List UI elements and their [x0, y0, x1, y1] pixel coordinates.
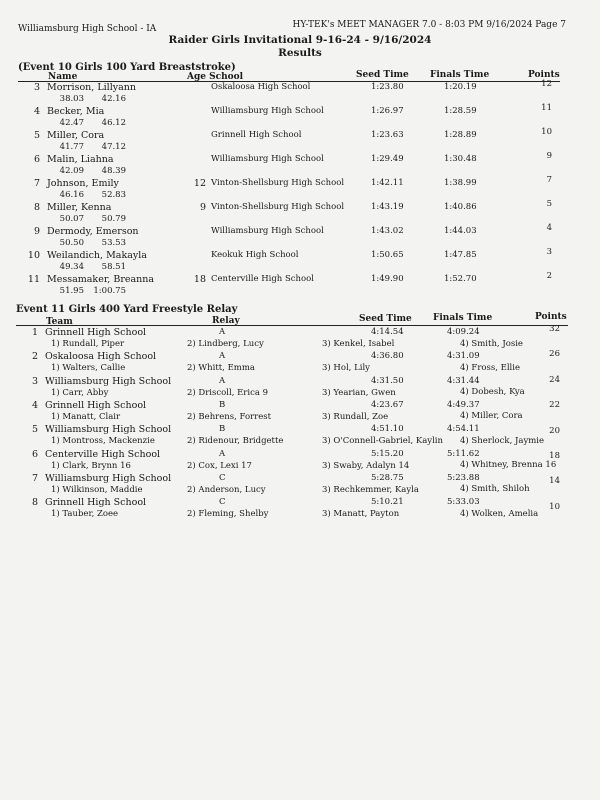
school: Vinton-Shellsburg High School	[211, 202, 345, 212]
place: 3	[31, 375, 38, 387]
school: Williamsburg High School	[211, 154, 324, 164]
swimmer-4: 4) Wolken, Amelia	[460, 508, 539, 519]
relay-letter: A	[219, 327, 226, 337]
team-name: Williamsburg High School	[45, 424, 172, 436]
swimmer-3: 3) Manatt, Payton	[322, 509, 400, 520]
seed-time: 1:29.49	[371, 154, 404, 164]
team-name: Grinnell High School	[45, 399, 147, 411]
swimmer-name: Weilandich, Makayla	[47, 250, 147, 261]
split-1: 49.34	[59, 262, 84, 272]
event11-header-rule	[16, 325, 568, 326]
split-2: 53.53	[101, 238, 126, 248]
place: 4	[31, 399, 38, 411]
swimmer-3: 3) Rechkemmer, Kayla	[322, 484, 419, 495]
seed-time: 1:23.80	[371, 82, 404, 92]
split-2: 58.51	[101, 262, 126, 272]
points: 12	[541, 79, 552, 89]
event10-col-name: Name	[48, 72, 78, 82]
swimmer-name: Morrison, Lillyann	[47, 82, 137, 93]
event11-col-team: Team	[46, 317, 73, 327]
school: Grinnell High School	[211, 130, 302, 140]
seed-time: 1:43.02	[371, 226, 404, 236]
points: 5	[546, 199, 552, 209]
place: 6	[33, 154, 40, 165]
split-2: 46.12	[101, 118, 126, 128]
swimmer-4: 4) Dobesh, Kya	[460, 387, 525, 398]
seed-time: 1:49.90	[371, 274, 404, 284]
finals-time: 4:09.24	[447, 327, 480, 337]
place: 5	[31, 424, 38, 436]
event10-col-finals: Finals Time	[430, 70, 490, 80]
school: Centerville High School	[211, 274, 314, 284]
swimmer-2: 2) Ridenour, Bridgette	[187, 436, 284, 447]
meet-title: Raider Girls Invitational 9-16-24 - 9/16/2024	[168, 34, 432, 46]
relay-letter: B	[219, 399, 226, 410]
seed-time: 4:14.54	[371, 327, 404, 337]
seed-time: 4:36.80	[371, 351, 404, 362]
swimmer-4: 4) Miller, Cora	[460, 411, 523, 422]
split-1: 50.50	[59, 238, 84, 248]
split-1: 42.09	[59, 166, 84, 176]
seed-time: 1:26.97	[371, 106, 404, 116]
relay-letter: C	[219, 472, 226, 483]
swimmer-1: 1) Clark, Brynn 16	[51, 460, 131, 471]
swimmer-2: 2) Driscoll, Erica 9	[187, 387, 269, 398]
points: 18	[549, 451, 560, 461]
points: 9	[546, 151, 552, 161]
swimmer-2: 2) Fleming, Shelby	[187, 509, 269, 520]
place: 11	[27, 274, 40, 285]
place: 6	[31, 448, 38, 460]
school: Williamsburg High School	[211, 106, 324, 116]
finals-time: 5:23.88	[447, 472, 480, 483]
swimmer-2: 2) Lindberg, Lucy	[187, 339, 264, 349]
event11-title: Event 11 Girls 400 Yard Freestyle Relay	[16, 304, 238, 315]
relay-letter: A	[219, 448, 226, 459]
points: 26	[549, 349, 560, 360]
swimmer-name: Becker, Mia	[47, 106, 105, 117]
results-subtitle: Results	[278, 47, 322, 59]
swimmer-4: 4) Smith, Shiloh	[460, 484, 530, 495]
seed-time: 1:50.65	[371, 250, 404, 260]
swimmer-4: 4) Smith, Josie	[460, 338, 523, 349]
event11-col-seed: Seed Time	[359, 314, 412, 324]
split-2: 50.79	[101, 214, 126, 224]
split-2: 1:00.75	[93, 286, 126, 296]
points: 14	[549, 476, 560, 487]
points: 10	[549, 501, 560, 512]
age: 18	[193, 274, 206, 285]
seed-time: 4:31.50	[371, 375, 404, 386]
place: 5	[33, 130, 40, 141]
swimmer-3: 3) Hol, Lily	[322, 363, 370, 374]
place: 4	[33, 106, 40, 117]
swimmer-2: 2) Whitt, Emma	[187, 363, 255, 374]
relay-letter: A	[219, 375, 226, 386]
points: 7	[546, 175, 552, 185]
school: Vinton-Shellsburg High School	[211, 178, 345, 188]
event10-col-seed: Seed Time	[356, 70, 409, 80]
finals-time: 5:33.03	[447, 497, 480, 508]
split-2: 52.83	[101, 190, 126, 200]
swimmer-name: Dermody, Emerson	[47, 226, 139, 237]
swimmer-3: 3) Swaby, Adalyn 14	[322, 460, 410, 471]
event11-col-finals: Finals Time	[433, 313, 493, 323]
finals-time: 1:40.86	[444, 202, 477, 212]
points: 11	[541, 103, 552, 113]
team-name: Centerville High School	[45, 448, 161, 460]
swimmer-2: 2) Anderson, Lucy	[187, 484, 266, 495]
seed-time: 5:10.21	[371, 497, 404, 508]
place: 2	[31, 351, 38, 363]
school: Williamsburg High School	[211, 226, 324, 236]
finals-time: 1:28.89	[444, 130, 477, 140]
swimmer-3: 3) Kenkel, Isabel	[322, 339, 395, 349]
finals-time: 1:47.85	[444, 250, 477, 260]
split-1: 51.95	[59, 286, 84, 296]
split-1: 50.07	[59, 214, 84, 224]
swimmer-2: 2) Behrens, Forrest	[187, 411, 271, 422]
points: 20	[549, 425, 560, 436]
points: 3	[546, 247, 552, 257]
swimmer-3: 3) O'Connell-Gabriel, Kaylin	[322, 436, 444, 447]
split-1: 42.47	[59, 118, 84, 128]
swimmer-name: Miller, Kenna	[47, 202, 112, 213]
finals-time: 1:20.19	[444, 82, 477, 92]
split-1: 41.77	[59, 142, 84, 152]
points: 10	[541, 127, 552, 137]
team-name: Oskaloosa High School	[45, 351, 157, 363]
school: Keokuk High School	[211, 250, 299, 260]
event11-col-relay: Relay	[212, 316, 240, 326]
swimmer-1: 1) Tauber, Zoee	[51, 509, 119, 520]
event10-title: (Event 10 Girls 100 Yard Breaststroke)	[18, 62, 236, 73]
place: 8	[31, 497, 38, 509]
swimmer-1: 1) Manatt, Clair	[51, 411, 121, 422]
finals-time: 1:30.48	[444, 154, 477, 164]
relay-letter: B	[219, 424, 226, 435]
finals-time: 1:52.70	[444, 274, 477, 284]
finals-time: 5:11.62	[447, 448, 480, 459]
swimmer-name: Messamaker, Breanna	[47, 274, 155, 285]
seed-time: 4:23.67	[371, 399, 404, 410]
swimmer-1: 1) Walters, Callie	[51, 363, 126, 374]
seed-time: 1:42.11	[371, 178, 404, 188]
seed-time: 4:51.10	[371, 424, 404, 435]
place: 7	[33, 178, 40, 189]
team-name: Williamsburg High School	[45, 375, 172, 387]
swimmer-name: Malin, Liahna	[47, 154, 114, 165]
finals-time: 4:31.09	[447, 351, 480, 362]
seed-time: 1:43.19	[371, 202, 404, 212]
split-1: 46.16	[59, 190, 84, 200]
place: 7	[31, 472, 38, 484]
swimmer-name: Miller, Cora	[47, 130, 105, 141]
place: 10	[27, 250, 40, 261]
seed-time: 5:15.20	[371, 448, 404, 459]
swimmer-4: 4) Fross, Ellie	[460, 362, 521, 373]
school: Oskaloosa High School	[211, 82, 311, 92]
finals-time: 4:54.11	[447, 424, 480, 435]
points: 32	[549, 324, 560, 334]
finals-time: 1:28.59	[444, 106, 477, 116]
split-2: 48.39	[101, 166, 126, 176]
finals-time: 4:31.44	[447, 375, 480, 386]
event10-col-age-school: Age School	[187, 72, 244, 82]
finals-time: 1:38.99	[444, 178, 477, 188]
software-header: HY-TEK's MEET MANAGER 7.0 - 8:03 PM 9/16/2024 Page 7	[292, 20, 566, 30]
event10-col-points: Points	[528, 70, 560, 80]
swimmer-4: 4) Sherlock, Jaymie	[460, 435, 545, 446]
swimmer-3: 3) Rundall, Zoe	[322, 411, 389, 422]
swimmer-2: 2) Cox, Lexi 17	[187, 460, 252, 471]
seed-time: 5:28.75	[371, 472, 404, 483]
relay-letter: A	[219, 351, 226, 362]
swimmer-4: 4) Whitney, Brenna 16	[460, 460, 557, 470]
swimmer-1: 1) Wilkinson, Maddie	[51, 484, 143, 495]
finals-time: 4:49.37	[447, 399, 480, 410]
swimmer-1: 1) Rundall, Piper	[51, 339, 125, 349]
age: 9	[199, 202, 206, 213]
swimmer-name: Johnson, Emily	[47, 178, 119, 189]
place: 8	[33, 202, 40, 213]
place: 1	[31, 327, 38, 338]
split-1: 38.03	[59, 94, 84, 104]
split-2: 47.12	[101, 142, 126, 152]
points: 24	[549, 374, 560, 385]
finals-time: 1:44.03	[444, 226, 477, 236]
team-name: Grinnell High School	[45, 497, 147, 509]
swimmer-1: 1) Carr, Abby	[51, 387, 109, 398]
school-header: Williamsburg High School - IA	[18, 24, 157, 34]
swimmer-3: 3) Yearian, Gwen	[322, 387, 396, 398]
split-2: 42.16	[101, 94, 126, 104]
points: 4	[546, 223, 552, 233]
team-name: Williamsburg High School	[45, 472, 172, 484]
relay-letter: C	[219, 497, 226, 508]
team-name: Grinnell High School	[45, 327, 147, 338]
event11-col-points: Points	[535, 312, 567, 322]
seed-time: 1:23.63	[371, 130, 404, 140]
place: 9	[33, 226, 40, 237]
age: 12	[193, 178, 206, 189]
points: 22	[549, 400, 560, 411]
points: 2	[546, 271, 552, 281]
place: 3	[33, 82, 40, 93]
swimmer-1: 1) Montross, Mackenzie	[51, 436, 155, 447]
